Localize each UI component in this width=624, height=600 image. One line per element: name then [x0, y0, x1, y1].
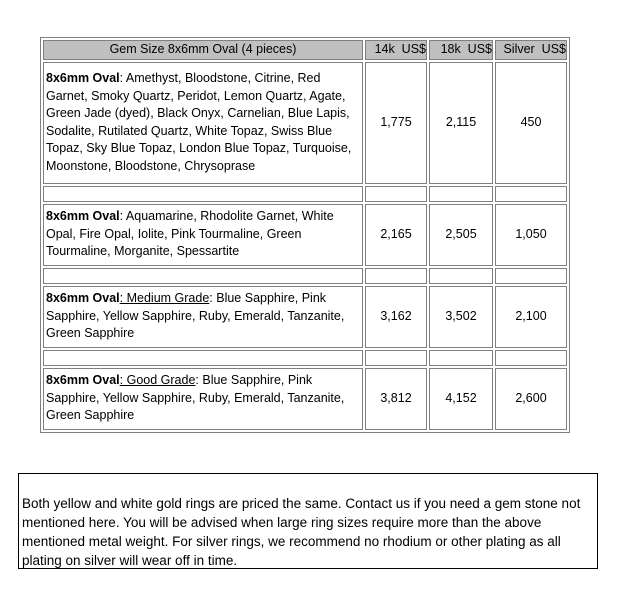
gem-size-header: Gem Size 8x6mm Oval (4 pieces)	[43, 40, 363, 60]
gem-size-label: 8x6mm Oval	[46, 373, 120, 388]
table-row	[43, 368, 567, 430]
price-18k: 2,115	[429, 62, 493, 184]
pricing-note: Both yellow and white gold rings are priced the same. Contact us if you need a gem stone not mentioned here. You will be advised when large ring sizes require more than the above mentioned metal weight. For silver rings, we recommend no rhodium or other plating as all plating on silver will wear off in time.	[18, 473, 598, 569]
spacer-row	[43, 186, 567, 202]
price-silver: 450	[495, 62, 567, 184]
gem-description	[43, 286, 363, 348]
gem-stones: : Aquamarine, Rhodolite Garnet, White Opal, Fire Opal, Iolite, Pink Tourmaline, Green Tourmaline, Morganite, Spessartite	[46, 209, 334, 259]
price-14k: 1,775	[365, 62, 427, 184]
gem-stones: : Blue Sapphire, Pink Sapphire, Yellow Sapphire, Ruby, Emerald, Tanzanite, Green Sapphire	[46, 373, 345, 423]
price-14k: 2,165	[365, 204, 427, 266]
header-18k-label: 18k	[440, 42, 461, 56]
table-row	[43, 286, 567, 348]
gem-size-label: 8x6mm Oval	[46, 291, 120, 306]
gem-description	[43, 204, 363, 266]
header-silver	[495, 40, 567, 60]
price-18k: 4,152	[429, 368, 493, 430]
price-silver: 2,100	[495, 286, 567, 348]
table-header-row	[43, 40, 567, 60]
gem-size-label: 8x6mm Oval	[46, 209, 120, 224]
gem-grade: : Good Grade	[119, 373, 196, 388]
price-18k: 3,502	[429, 286, 493, 348]
spacer-row	[43, 268, 567, 284]
gem-stones: : Amethyst, Bloodstone, Citrine, Red Garnet, Smoky Quartz, Peridot, Lemon Quartz, Agate, Green Jade (dyed), Black Onyx, Carnelian, Blue Lapis, Sodalite, Rutilated Quartz, White Topaz, Swiss Blue Topaz, Sky Blue Topaz, London Blue Topaz, Turquoise, Moonstone, Bloodstone, Chrysoprase	[46, 71, 352, 173]
table-row	[43, 62, 567, 184]
spacer-row	[43, 350, 567, 366]
price-silver: 2,600	[495, 368, 567, 430]
gem-size-label: 8x6mm Oval	[46, 71, 120, 85]
header-18k-currency: US$	[467, 42, 492, 56]
header-silver-label: Silver	[503, 42, 535, 56]
header-18k	[429, 40, 493, 60]
price-silver: 1,050	[495, 204, 567, 266]
price-18k: 2,505	[429, 204, 493, 266]
gem-grade: : Medium Grade	[119, 291, 210, 306]
header-silver-currency: US$	[541, 42, 566, 56]
price-table	[40, 37, 570, 433]
table-row	[43, 204, 567, 266]
price-14k: 3,162	[365, 286, 427, 348]
gem-description	[43, 62, 363, 184]
header-14k	[365, 40, 427, 60]
header-14k-currency: US$	[401, 42, 426, 56]
gem-stones: : Blue Sapphire, Pink Sapphire, Yellow Sapphire, Ruby, Emerald, Tanzanite, Green Sapphire	[46, 291, 345, 341]
gem-description	[43, 368, 363, 430]
price-14k: 3,812	[365, 368, 427, 430]
header-14k-label: 14k	[374, 42, 395, 56]
